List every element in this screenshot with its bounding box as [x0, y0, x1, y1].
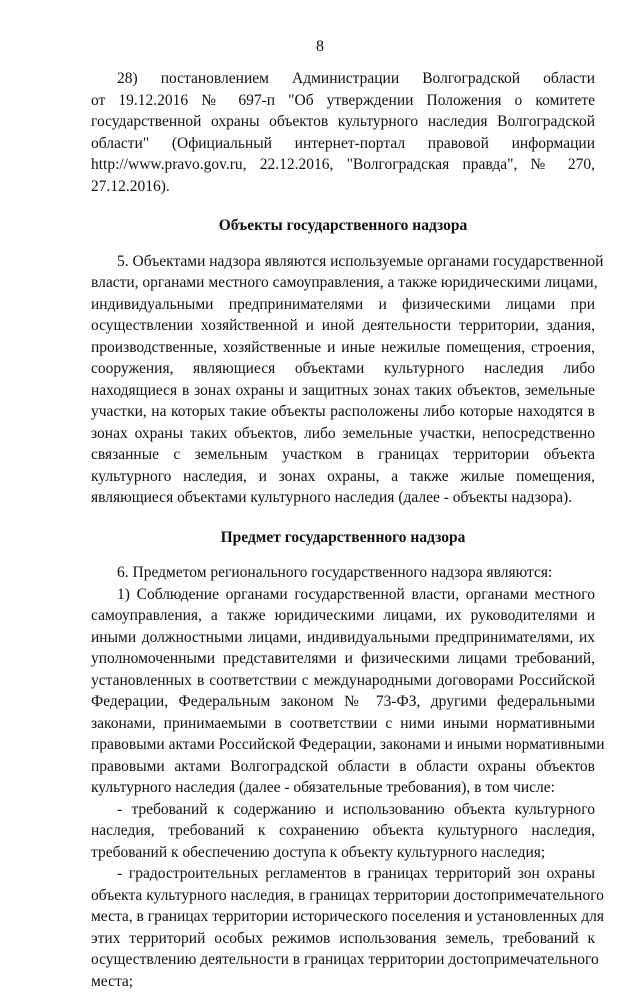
text-line: наследия, требований к сохранению объекта культурного наследия,	[91, 820, 595, 842]
text-line: культурного наследия (далее - обязательные требования), в том числе:	[91, 777, 595, 799]
text-line: уполномоченными представителями и физическими лицами требований,	[91, 648, 595, 670]
text-line: государственной охраны объектов культурного наследия Волгоградской	[91, 111, 595, 133]
text-line: требований к обеспечению доступа к объекту культурного наследия;	[91, 842, 595, 864]
text-line: осуществлении хозяйственной и иной деятельности территории, здания,	[91, 315, 595, 337]
text-line: участки, на которых такие объекты расположены либо которые находятся в	[91, 401, 595, 423]
text-line: самоуправления, а также юридическими лицами, их руководителями и	[91, 605, 595, 627]
text-line: http://www.pravo.gov.ru, 22.12.2016, "Волгоградская правда", № 270,	[91, 154, 595, 176]
text-line: 1) Соблюдение органами государственной власти, органами местного	[91, 584, 595, 606]
text-line: власти, органами местного самоуправления, а также юридическими лицами,	[91, 272, 595, 294]
text-line: осуществлению деятельности в границах территории достопримечательного	[91, 949, 595, 971]
text-line: производственные, хозяйственные и иные нежилые помещения, строения,	[91, 337, 595, 359]
page-number: 8	[0, 38, 640, 56]
text-line: правовыми актами Волгоградской области в области охраны объектов	[91, 756, 595, 778]
list-item: - градостроительных регламентов в границах территорий зон охраны	[91, 863, 595, 885]
text-line: от 19.12.2016 № 697-п "Об утверждении Положения о комитете	[91, 90, 595, 112]
text-line: индивидуальными предпринимателями и физическими лицами при	[91, 294, 595, 316]
text-line: зонах охраны таких объектов, либо земельные участки, непосредственно	[91, 423, 595, 445]
intro-paragraph	[91, 68, 595, 197]
section-heading-subject: Предмет государственного надзора	[91, 527, 595, 549]
list-item: - требований к содержанию и использованию объекта культурного	[91, 799, 595, 821]
section-objects-paragraph	[91, 251, 595, 509]
text-line: объекта культурного наследия, в границах территории достопримечательного	[91, 885, 595, 907]
text-line: 28) постановлением Администрации Волгоградской области	[91, 68, 595, 90]
text-line: 5. Объектами надзора являются используемые органами государственной	[91, 251, 595, 273]
text-line: области" (Официальный интернет-портал правовой информации	[91, 133, 595, 155]
text-line: культурного наследия, и зонах охраны, а также жилые помещения,	[91, 466, 595, 488]
text-line: этих территорий особых режимов использования земель, требований к	[91, 928, 595, 950]
text-line: сооружения, являющиеся объектами культурного наследия либо	[91, 358, 595, 380]
section-subject-paragraph	[91, 562, 595, 992]
text-line: правовыми актами Российской Федерации, законами и иными нормативными	[91, 734, 595, 756]
document-body	[91, 68, 595, 992]
text-line: 27.12.2016).	[91, 176, 595, 198]
text-line: иными должностными лицами, индивидуальными предпринимателями, их	[91, 627, 595, 649]
text-line: Федерации, Федеральным законом № 73-ФЗ, другими федеральными	[91, 691, 595, 713]
text-line: находящиеся в зонах охраны и защитных зонах таких объектов, земельные	[91, 380, 595, 402]
section-heading-objects: Объекты государственного надзора	[91, 215, 595, 237]
text-line: установленных в соответствии с международными договорами Российской	[91, 670, 595, 692]
text-line: 6. Предметом регионального государственного надзора являются:	[91, 562, 595, 584]
text-line: являющиеся объектами культурного наследия (далее - объекты надзора).	[91, 487, 595, 509]
text-line: связанные с земельным участком в границах территории объекта	[91, 444, 595, 466]
text-line: места, в границах территории исторического поселения и установленных для	[91, 906, 595, 928]
text-line: места;	[91, 971, 595, 992]
text-line: законами, принимаемыми в соответствии с ними иными нормативными	[91, 713, 595, 735]
